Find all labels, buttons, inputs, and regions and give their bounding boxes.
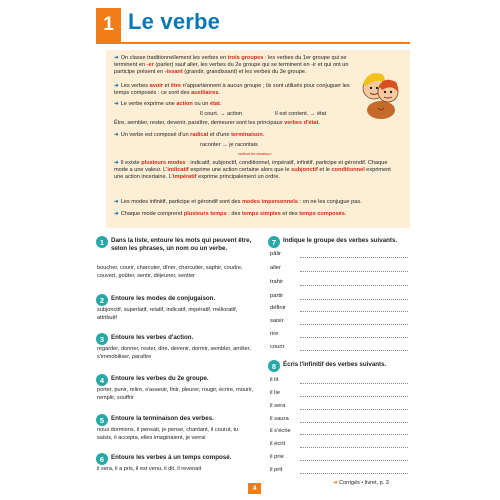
exercise-word-list[interactable]: porter, punir, relire, s'asseoir, finir, pleurer, rougir, écrire, mourir, remplir, souffrir: [97, 387, 254, 401]
verb-item: définir: [270, 305, 286, 311]
exercise-8: [268, 360, 428, 374]
arrow-icon: ➜: [114, 132, 119, 138]
verb-item: aller: [270, 265, 281, 271]
verb-item: rire: [270, 331, 279, 337]
arrow-icon: ➜: [333, 480, 340, 486]
answer-line[interactable]: [300, 337, 408, 338]
exercise-instruction: Indique le groupe des verbes suivants.: [283, 237, 398, 244]
verb-item: pâlir: [270, 251, 281, 257]
verb-item: il lit: [270, 377, 279, 383]
exercise-number: 3: [96, 333, 108, 345]
answer-line[interactable]: [300, 460, 408, 461]
title-underline: [96, 42, 410, 44]
exercise-word-list[interactable]: subjonctif, superlatif, relatif, indicatif, impératif, mélioratif, attributif: [97, 307, 238, 321]
verb-item: il écrit: [270, 441, 286, 447]
radical-terminaison-label: radical terminaison: [238, 151, 272, 156]
answer-line[interactable]: [300, 299, 408, 300]
exercise-number: 4: [96, 374, 108, 386]
exercise-instruction: Dans la liste, entoure les mots qui peuvent être, selon les phrases, un nom ou un verbe.: [111, 237, 252, 252]
exercise-1: [96, 236, 256, 288]
arrow-icon: ➜: [114, 83, 119, 89]
example-action: Il court. → action: [200, 111, 242, 117]
arrow-icon: ➜: [114, 199, 119, 205]
mascot-illustration: [354, 64, 408, 120]
exercise-number: 8: [268, 360, 280, 372]
verb-item: il prie: [270, 454, 284, 460]
answer-line[interactable]: [300, 396, 408, 397]
exercise-7: [268, 236, 428, 250]
rule-state-verbs: Être, sembler, rester, devenir, paraître, demeurer sont les principaux verbes d'état.: [114, 120, 320, 126]
answer-line[interactable]: [300, 271, 408, 272]
rule-auxiliaries: ➜ Les verbes avoir et être n'appartiennent à aucun groupe ; ils sont utilisés pour conjuguer les temps composés : ce sont des auxiliaires.: [114, 83, 350, 96]
exercise-instruction: Entoure les verbes d'action.: [111, 334, 194, 341]
exercise-word-list[interactable]: il sera, il a pris, il est venu, il dit, il revenait: [97, 466, 202, 472]
arrow-icon: ➜: [114, 160, 119, 166]
rule-modes: ➜ Il existe plusieurs modes : indicatif, subjonctif, conditionnel, impératif, infinitif, participe et gérondif. Chaque mode a une valeur. L'indicatif exprime une action certaine alors que le subjonctif et le conditionnel expriment une action incertaine. L'impératif exprime principalement un ordre.: [114, 160, 391, 180]
arrow-icon: ➜: [114, 211, 119, 217]
verb-item: saisir: [270, 318, 284, 324]
verb-item: il s'écrie: [270, 428, 291, 434]
answer-line[interactable]: [300, 447, 408, 448]
answer-line[interactable]: [300, 285, 408, 286]
chapter-number: 1: [96, 8, 121, 42]
rule-impersonal-modes: ➜ Les modes infinitif, participe et gérondif sont des modes impersonnels : on ne les conjugue pas.: [114, 199, 362, 205]
exercise-number: 6: [96, 453, 108, 465]
exercise-number: 2: [96, 294, 108, 306]
rule-tenses: ➜ Chaque mode comprend plusieurs temps : des temps simples et des temps composés.: [114, 211, 347, 217]
exercise-3: [96, 333, 256, 365]
arrow-icon: ➜: [114, 55, 119, 61]
exercise-6: [96, 453, 256, 477]
arrow-icon: ➜: [114, 101, 119, 107]
exercise-word-list[interactable]: nous dormions, il pensait, je pense, chantant, il courut, tu saisis, il accepta, elles imaginaient, je verrai: [97, 427, 239, 441]
exercise-instruction: Entoure les modes de conjugaison.: [111, 295, 216, 302]
verb-item: il lie: [270, 390, 280, 396]
rule-groups: ➜ On classe traditionnellement les verbes en trois groupes : les verbes du 1er groupe qui se terminent en -er (parler) sauf aller, les verbes du 2e groupe qui se terminent en -ir et qui ont un participe présent en -issant (grandir, grandissant) et les verbes du 3e groupe.: [114, 55, 349, 75]
answer-line[interactable]: [300, 257, 408, 258]
exercise-2: [96, 294, 256, 324]
verb-item: il saura: [270, 416, 289, 422]
answer-line[interactable]: [300, 434, 408, 435]
exercise-word-list[interactable]: regarder, donner, rester, dire, devenir, dormir, sembler, arrêter, s'immobiliser, paraître: [97, 346, 251, 360]
verb-item: il prit: [270, 467, 283, 473]
exercise-instruction: Entoure la terminaison des verbes.: [111, 415, 214, 422]
answer-line[interactable]: [300, 311, 408, 312]
answer-line[interactable]: [300, 324, 408, 325]
exercise-word-list[interactable]: boucher, courir, charcuter, dîner, charcutier, saphir, coudre, couvert, goûter, sentir, déjeuner, sentier: [97, 265, 243, 279]
answer-line[interactable]: [300, 350, 408, 351]
answer-line[interactable]: [300, 409, 408, 410]
exercise-instruction: Écris l'infinitif des verbes suivants.: [283, 361, 387, 368]
answer-key-reference[interactable]: ➜ Corrigés • livret, p. 3: [333, 480, 389, 486]
answer-line[interactable]: [300, 383, 408, 384]
answer-line[interactable]: [300, 422, 408, 423]
example-radical: raconter → je racontais: [200, 142, 258, 148]
verb-item: partir: [270, 293, 284, 299]
exercise-5: [96, 414, 256, 446]
exercise-number: 1: [96, 236, 108, 248]
exercise-number: 7: [268, 236, 280, 248]
exercise-number: 5: [96, 414, 108, 426]
rule-action-state: ➜ Le verbe exprime une action ou un état.: [114, 101, 222, 107]
rule-radical: ➜ Un verbe est composé d'un radical et d'une terminaison.: [114, 132, 265, 138]
answer-line[interactable]: [300, 473, 408, 474]
example-state: Il est content. → état: [275, 111, 327, 117]
exercise-instruction: Entoure les verbes du 2e groupe.: [111, 375, 209, 382]
exercise-4: [96, 374, 256, 406]
verb-item: courir: [270, 344, 285, 350]
page-title: Le verbe: [128, 9, 221, 34]
verb-item: il sera: [270, 403, 286, 409]
verb-item: trahir: [270, 279, 284, 285]
exercise-instruction: Entoure les verbes à un temps composé.: [111, 454, 232, 461]
page-number: 4: [248, 483, 261, 494]
